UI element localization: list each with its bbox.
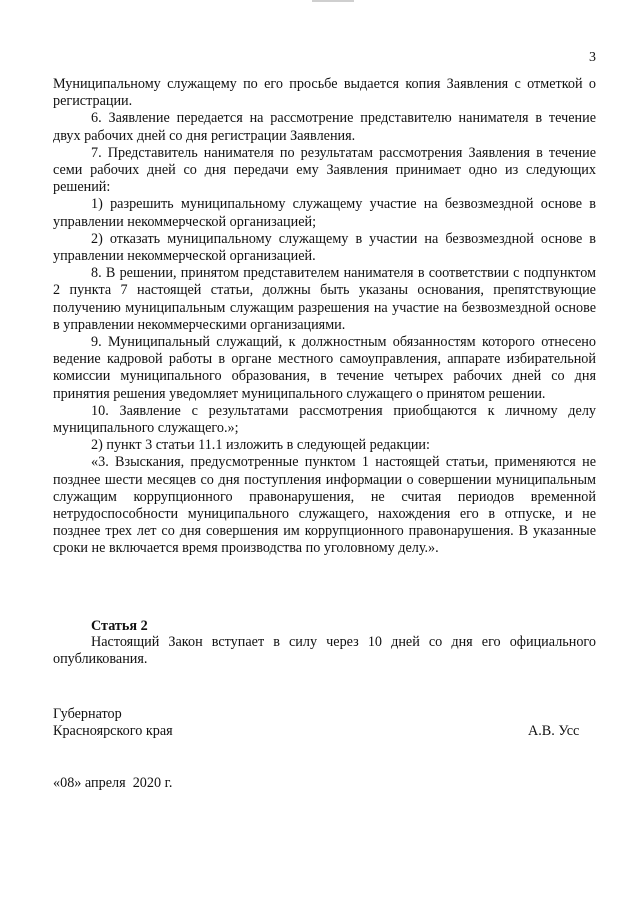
signatory-name: А.В. Усс — [528, 723, 580, 739]
paragraph-item-10: 10. Заявление с результатами рассмотрения приобщаются к личному делу муниципального служащего.»; — [53, 402, 596, 437]
signatory-title-line-1: Губернатор — [53, 706, 122, 722]
paragraph-item-9: 9. Муниципальный служащий, к должностным обязанностям которого отнесено ведение кадровой работы в органе местного самоуправления, аппарате избирательной комиссии муниципального образования, в течение четырех рабочих дней со дня принятия решения уведомляет муниципального служащего о принятом решении. — [53, 334, 596, 402]
paragraph-continuation: Муниципальному служащему по его просьбе выдается копия Заявления с отметкой о регистрации. — [53, 76, 596, 110]
page-number: 3 — [589, 50, 596, 65]
signature-date: «08» апреля 2020 г. — [53, 775, 173, 791]
paragraph-item-8: 8. В решении, принятом представителем нанимателя в соответствии с подпунктом 2 пункта 7 настоящей статьи, должны быть указаны основания, препятствующие получению муниципальным служащим разрешения на участие на безвозмездной основе в управлении некоммерческими организациями. — [53, 265, 596, 333]
top-scan-mark — [312, 0, 354, 2]
paragraph-subitem-2: 2) отказать муниципальному служащему в участии на безвозмездной основе в управлении некоммерческой организацией. — [53, 230, 596, 265]
paragraph-item-7: 7. Представитель нанимателя по результатам рассмотрения Заявления в течение семи рабочих дней со дня передачи ему Заявления принимает одно из следующих решений: — [53, 144, 596, 196]
article-2-body — [53, 634, 596, 668]
article-2-text: Настоящий Закон вступает в силу через 10 дней со дня его официального опубликования. — [53, 634, 596, 668]
paragraph-amendment-text: «3. Взыскания, предусмотренные пунктом 1 настоящей статьи, применяются не позднее шести месяцев со дня поступления информации о совершении муниципальным служащим коррупционного правонарушения, не считая периодов временной нетрудоспособности муниципального служащего, нахождения его в отпуске, и не позднее трех лет со дня совершения им коррупционного правонарушения. В указанные сроки не включается время производства по уголовному делу.». — [53, 454, 596, 557]
paragraph-item-6: 6. Заявление передается на рассмотрение представителю нанимателя в течение двух рабочих дней со дня регистрации Заявления. — [53, 110, 596, 144]
paragraph-subitem-1: 1) разрешить муниципальному служащему участие на безвозмездной основе в управлении некоммерческой организацией; — [53, 196, 596, 230]
signatory-title-line-2: Красноярского края — [53, 723, 173, 739]
document-body — [53, 76, 596, 558]
article-2-heading: Статья 2 — [91, 618, 148, 634]
paragraph-amendment-intro: 2) пункт 3 статьи 11.1 изложить в следующей редакции: — [91, 437, 430, 454]
